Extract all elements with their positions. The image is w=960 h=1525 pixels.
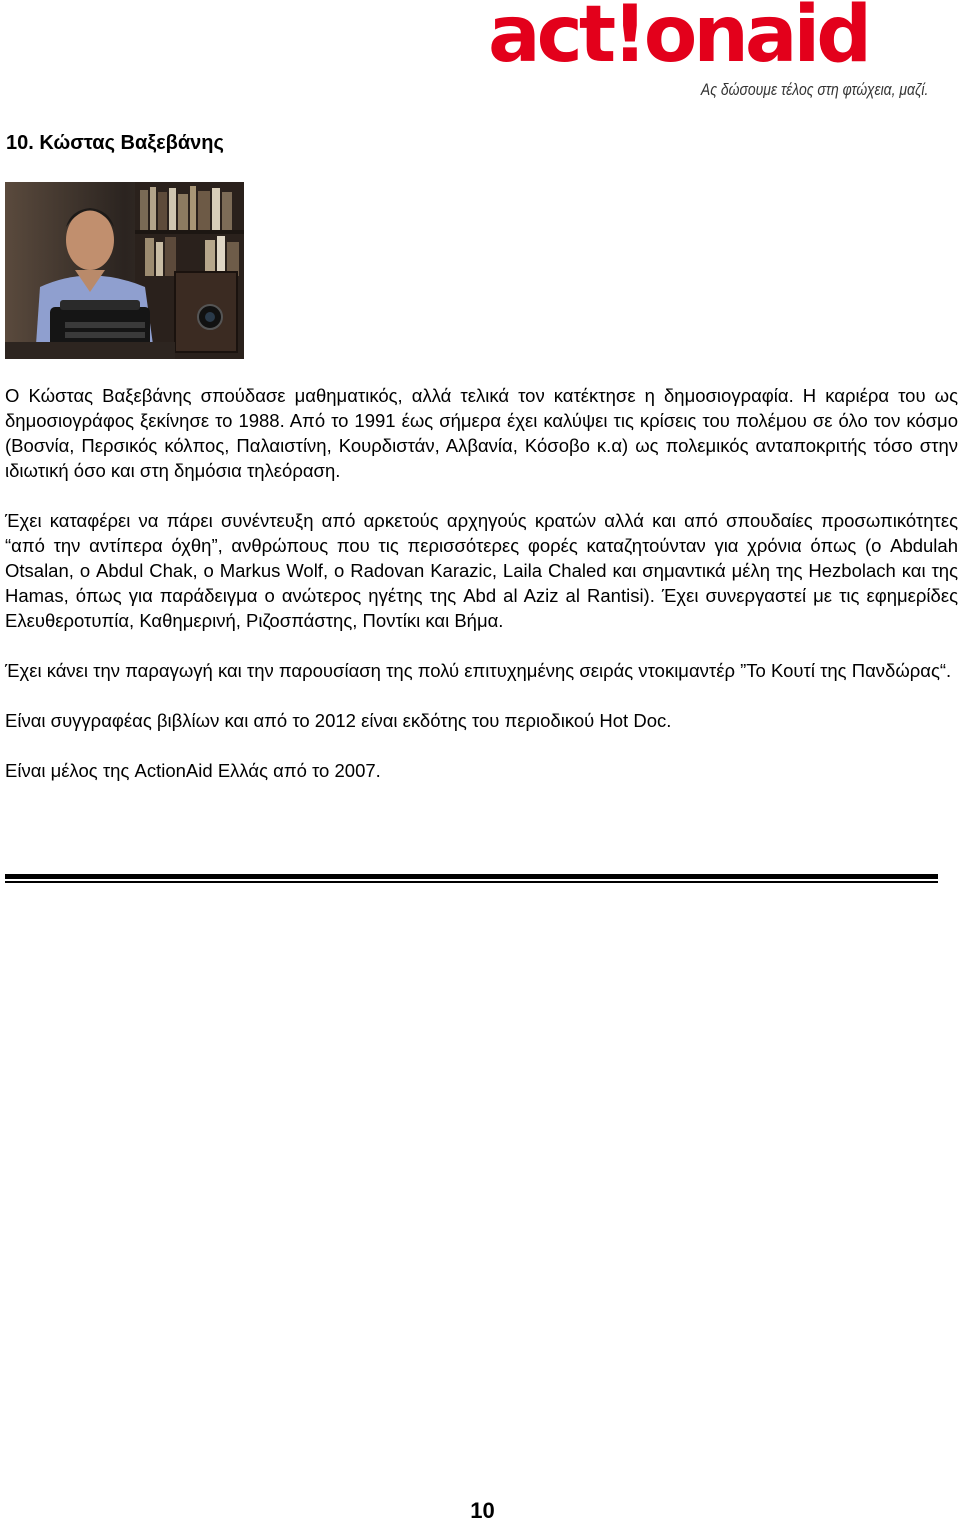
divider-thick — [5, 874, 938, 879]
logo-tagline: Ας δώσουμε τέλος στη φτώχεια, μαζί. — [700, 80, 928, 99]
actionaid-logo — [488, 0, 932, 106]
paragraph-5: Είναι μέλος της ActionAid Ελλάς από το 2007. — [5, 760, 381, 781]
divider-thin — [5, 881, 938, 883]
biography-text — [5, 383, 958, 808]
paragraph-1: Ο Κώστας Βαξεβάνης σπούδασε μαθηματικός, αλλά τελικά τον κατέκτησε η δημοσιογραφία. Η καριέρα του ως δημοσιογράφος ξεκίνησε το 1988. Από το 1991 έως σήμερα έχει καλύψει τις κρίσεις του πολέμου σε όλο τον κόσμο (Βοσνία, Περσικός κόλπος, Παλαιστίνη, Κουρδιστάν, Αλβανία, Κόσοβο κ.α) ως πολεμικός ανταποκριτής τόσο στην ιδιωτική όσο και στη δημόσια τηλεόραση. — [5, 385, 958, 481]
section-heading: 10. Κώστας Βαξεβάνης — [6, 132, 224, 154]
paragraph-3: Έχει κάνει την παραγωγή και την παρουσίαση της πολύ επιτυχημένης σειράς ντοκιμαντέρ ”Το Κουτί της Πανδώρας“. — [5, 660, 952, 681]
portrait-photo — [5, 182, 244, 359]
logo-wordmark: act!onaid — [488, 0, 869, 80]
page-number: 10 — [470, 1498, 495, 1523]
paragraph-2: Έχει καταφέρει να πάρει συνέντευξη από αρκετούς αρχηγούς κρατών αλλά και από σπουδαίες προσωπικότητες “από την αντίπερα όχθη”, ανθρώπους που τις περισσότερες φορές καταζητούνταν για χρόνια όπως (ο Abdulah Otsalan, ο Abdul Chak, ο Markus Wolf, ο Radovan Karazic, Laila Chaled και σημαντικά μέλη της Hezbolach και της Hamas, όπως για παράδειγμα ο ανώτερος ηγέτης της Abd al Aziz al Rantisi). Έχει συνεργαστεί με τις εφημερίδες Ελευθεροτυπία, Καθημερινή, Ριζοσπάστης, Ποντίκι και Βήμα. — [5, 510, 958, 631]
paragraph-4: Είναι συγγραφέας βιβλίων και από το 2012 είναι εκδότης του περιοδικού Hot Doc. — [5, 710, 672, 731]
